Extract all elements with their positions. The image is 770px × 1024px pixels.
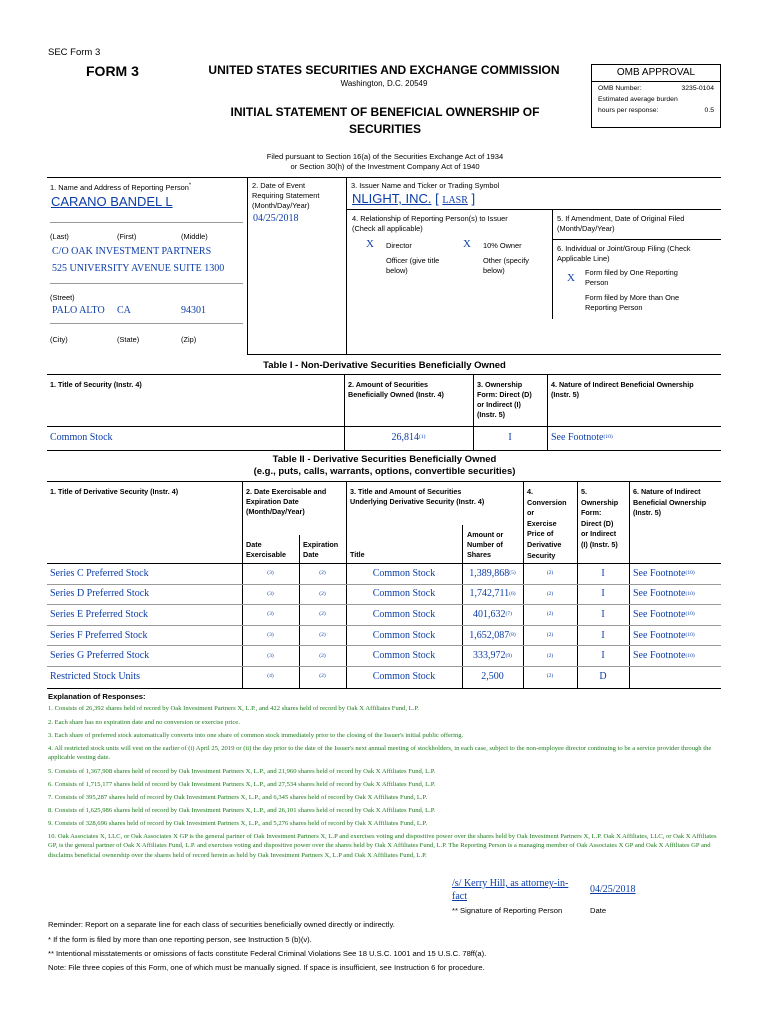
signature-date: 04/25/2018 xyxy=(590,884,636,895)
ten-percent-owner-label: 10% Owner xyxy=(483,241,522,250)
underlying-title: Common Stock xyxy=(372,567,436,579)
state-value: CA xyxy=(117,305,131,316)
conversion-price: (2) xyxy=(546,632,554,639)
city-value: PALO ALTO xyxy=(52,305,105,316)
ownership-form: I xyxy=(601,588,605,600)
other-label: Other (specify below) xyxy=(483,256,530,275)
conversion-price: (2) xyxy=(546,611,554,618)
footnote-10: 10. Oak Associates X, LLC, or Oak Associates X GP is the general partner of Oak Investment Partners X, L.P and exercises voting and dispositive power over the shares held by Oak Investment Partners X, L.P. Oak X Affiliates, LLC, or Oak X Affiliates GP, is the general partner of Oak X Affiliates Fund, L.P. and exercises voting and dispositive power over the shares held by Oak X Affiliates Fund, L.P. The Reporting Person is a managing member of Oak Associates X GP and Oak X Affiliates GP and disclaims beneficial ownership over the shares held of record herein as held by Oak Investment Partners X, L.P and Oak X Affiliates Fund, L.P. xyxy=(48,833,717,859)
t2-title-header: Title xyxy=(350,550,365,559)
nature-of-ownership: See Footnote (10) xyxy=(633,588,695,600)
director-checkmark[interactable]: X xyxy=(366,238,374,250)
t2-expiration-header: Expiration Date xyxy=(303,540,339,559)
footnote-2: 2. Each share has no expiration date and no conversion or exercise price. xyxy=(48,719,240,726)
footnote-5: 5. Consists of 1,367,908 shares held of record by Oak Investment Partners X, L.P., and 21,960 shares held of record by Oak X Affiliates Fund, L.P. xyxy=(48,768,436,775)
derivative-security-title: Series E Preferred Stock xyxy=(50,608,149,620)
explanation-heading: Explanation of Responses: xyxy=(48,692,146,701)
table2-title: Table II - Derivative Securities Beneficially Owned (e.g., puts, calls, warrants, options, convertible securities) xyxy=(253,454,516,477)
expiration-date: (2) xyxy=(319,611,326,618)
footnote-7: 7. Consists of 395,287 shares held of record by Oak Investment Partners X, L.P., and 6,345 shares held of record by Oak X Affiliates Fund, L.P. xyxy=(48,794,428,801)
address-line2: 525 UNIVERSITY AVENUE SUITE 1300 xyxy=(52,263,225,274)
t2-col5-header: 5. Ownership Form: Direct (D) or Indirect (I) (Instr. 5) xyxy=(581,487,619,549)
first-label: (First) xyxy=(117,232,137,241)
omb-burden-label: Estimated average burden xyxy=(598,96,678,103)
derivative-security-title: Series C Preferred Stock xyxy=(50,567,149,579)
underlying-amount: 1,652,087 (8) xyxy=(469,629,516,641)
misstatement-note: ** Intentional misstatements or omissions of facts constitute Federal Criminal Violations See 18 U.S.C. 1001 and 15 U.S.C. 78ff(a). xyxy=(48,949,487,958)
t1-col4-header: 4. Nature of Indirect Beneficial Ownership (Instr. 5) xyxy=(551,380,694,399)
date-exercisable: (4) xyxy=(267,673,274,680)
t1-row-form: I xyxy=(508,431,512,443)
t2-col4-header: 4. Conversion or Exercise Price of Derivative Security xyxy=(527,487,567,560)
expiration-date: (2) xyxy=(319,570,326,577)
nature-of-ownership: See Footnote (10) xyxy=(633,629,695,641)
derivative-security-title: Restricted Stock Units xyxy=(50,670,140,682)
more-than-one-label: Form filed by More than One Reporting Person xyxy=(585,293,680,312)
conversion-price: (2) xyxy=(546,570,554,577)
date-exercisable: (3) xyxy=(267,570,274,577)
table1-title: Table I - Non-Derivative Securities Beneficially Owned xyxy=(263,360,506,371)
officer-label: Officer (give title below) xyxy=(386,256,440,275)
address-line1: C/O OAK INVESTMENT PARTNERS xyxy=(52,246,212,257)
copies-note: Note: File three copies of this Form, one of which must be manually signed. If space is insufficient, see Instruction 6 for procedure. xyxy=(48,963,485,972)
underlying-title: Common Stock xyxy=(372,608,436,620)
box5-label: 5. If Amendment, Date of Original Filed (Month/Day/Year) xyxy=(557,214,685,233)
box6-label: 6. Individual or Joint/Group Filing (Check Applicable Line) xyxy=(557,244,691,263)
derivative-security-title: Series D Preferred Stock xyxy=(50,588,150,600)
nature-of-ownership: See Footnote (10) xyxy=(633,650,695,662)
conversion-price: (2) xyxy=(546,673,554,680)
one-person-checkmark[interactable]: X xyxy=(567,272,575,284)
street-label: (Street) xyxy=(50,293,75,302)
box1-label: 1. Name and Address of Reporting Person* xyxy=(50,182,191,192)
box2-label: 2. Date of Event Requiring Statement (Month/Day/Year) xyxy=(252,181,320,210)
ownership-form: I xyxy=(601,608,605,620)
t2-col2-header: 2. Date Exercisable and Expiration Date (Month/Day/Year) xyxy=(246,487,327,516)
omb-approval-box xyxy=(591,64,721,128)
ticker-link[interactable]: LASR xyxy=(442,195,468,206)
last-label: (Last) xyxy=(50,232,69,241)
ownership-form: I xyxy=(601,567,605,579)
omb-number-label: OMB Number: xyxy=(598,85,642,92)
commission-title: UNITED STATES SECURITIES AND EXCHANGE COMMISSION xyxy=(208,63,560,77)
ownership-form: I xyxy=(601,629,605,641)
date-exercisable: (3) xyxy=(267,652,274,659)
underlying-title: Common Stock xyxy=(372,670,436,682)
filed-pursuant-line2: or Section 30(h) of the Investment Company Act of 1940 xyxy=(290,162,480,171)
t1-col2-header: 2. Amount of Securities Beneficially Owned (Instr. 4) xyxy=(348,380,444,399)
footnote-9: 9. Consists of 328,696 shares held of record by Oak Investment Partners X, L.P., and 5,276 shares held of record by Oak X Affiliates Fund, L.P. xyxy=(48,820,428,827)
footnote-6: 6. Consists of 1,715,177 shares held of record by Oak Investment Partners X, L.P., and 27,534 shares held of record by Oak X Affiliates Fund, L.P. xyxy=(48,781,436,788)
signature-label: ** Signature of Reporting Person xyxy=(452,906,563,915)
underlying-amount: 401,632 (7) xyxy=(473,608,512,620)
footnote-1: 1. Consists of 26,392 shares held of record by Oak Investment Partners X, L.P., and 422 shares held of record by Oak X Affiliates Fund, L.P. xyxy=(48,705,419,712)
footnote-4: 4. All restricted stock units will vest on the earlier of (i) April 25, 2019 or (ii) the day prior to the date of the Issuer's next annual meeting of stockholders, in each case, subject to the non-employee director continuing to be a service provider through the applicable vesting date. xyxy=(48,745,712,762)
form-title: FORM 3 xyxy=(86,63,139,79)
ownership-form: D xyxy=(599,670,607,682)
event-date: 04/25/2018 xyxy=(253,213,299,224)
one-person-label: Form filed by One Reporting Person xyxy=(585,268,678,287)
state-label: (State) xyxy=(117,335,140,344)
box4-label: 4. Relationship of Reporting Person(s) to Issuer (Check all applicable) xyxy=(352,214,508,233)
date-exercisable: (3) xyxy=(267,590,274,597)
omb-number-value: 3235-0104 xyxy=(681,85,714,92)
t1-col1-header: 1. Title of Security (Instr. 4) xyxy=(50,380,142,389)
filed-pursuant-line1: Filed pursuant to Section 16(a) of the Securities Exchange Act of 1934 xyxy=(266,152,504,161)
ownership-form: I xyxy=(601,650,605,662)
ten-percent-owner-checkmark[interactable]: X xyxy=(463,238,471,250)
expiration-date: (2) xyxy=(319,652,326,659)
underlying-title: Common Stock xyxy=(372,629,436,641)
commission-location: Washington, D.C. 20549 xyxy=(340,79,428,88)
multiple-filer-note: * If the form is filed by more than one reporting person, see Instruction 5 (b)(v). xyxy=(48,935,312,944)
conversion-price: (2) xyxy=(546,590,554,597)
nature-of-ownership: See Footnote (10) xyxy=(633,567,695,579)
city-label: (City) xyxy=(50,335,68,344)
underlying-amount: 333,972 (9) xyxy=(473,650,512,662)
underlying-amount: 2,500 xyxy=(481,670,504,682)
derivative-security-title: Series F Preferred Stock xyxy=(50,629,148,641)
issuer-name-line: NLIGHT, INC. [ LASR ] xyxy=(352,191,476,206)
omb-hours-value: 0.5 xyxy=(704,107,714,114)
t2-col6-header: 6. Nature of Indirect Beneficial Ownership (Instr. 5) xyxy=(633,487,707,518)
t1-col3-header: 3. Ownership Form: Direct (D) or Indirect (I) (Instr. 5) xyxy=(477,380,532,419)
underlying-amount: 1,742,711 (6) xyxy=(469,588,516,600)
t1-row-amount: 26,814 (1) xyxy=(391,431,426,443)
middle-label: (Middle) xyxy=(181,232,208,241)
nature-of-ownership: See Footnote (10) xyxy=(633,608,695,620)
date-exercisable: (3) xyxy=(267,611,274,618)
t2-col3-header: 3. Title and Amount of Securities Underlying Derivative Security (Instr. 4) xyxy=(350,487,485,506)
conversion-price: (2) xyxy=(546,652,554,659)
director-label: Director xyxy=(386,241,412,250)
zip-value: 94301 xyxy=(181,305,206,316)
expiration-date: (2) xyxy=(319,632,326,639)
signature-name: /s/ Kerry Hill, as attorney-in-fact xyxy=(452,878,569,902)
issuer-name-link[interactable]: NLIGHT, INC. xyxy=(352,191,432,206)
expiration-date: (2) xyxy=(319,590,326,597)
sec-form-label: SEC Form 3 xyxy=(48,47,101,58)
omb-title: OMB APPROVAL xyxy=(592,65,720,82)
t2-amount-header: Amount or Number of Shares xyxy=(467,530,504,559)
footnote-8: 8. Consists of 1,625,986 shares held of record by Oak Investment Partners X, L.P., and 26,101 shares held of record by Oak X Affiliates Fund, L.P. xyxy=(48,807,436,814)
expiration-date: (2) xyxy=(319,673,326,680)
nature-of-ownership xyxy=(633,667,721,686)
footnote-3: 3. Each share of preferred stock automatically converts into one share of common stock immediately prior to the closing of the Issuer's initial public offering. xyxy=(48,732,464,739)
date-exercisable: (3) xyxy=(267,632,274,639)
t1-row-title: Common Stock xyxy=(50,431,113,443)
zip-label: (Zip) xyxy=(181,335,197,344)
t2-col1-header: 1. Title of Derivative Security (Instr. 4) xyxy=(50,487,179,496)
box3-label: 3. Issuer Name and Ticker or Trading Symbol xyxy=(351,181,500,190)
underlying-title: Common Stock xyxy=(372,588,436,600)
underlying-amount: 1,389,868 (5) xyxy=(469,567,516,579)
reminder-note: Reminder: Report on a separate line for each class of securities beneficially owned directly or indirectly. xyxy=(48,920,395,929)
t2-date-exercisable-header: Date Exercisable xyxy=(246,540,286,559)
reporting-person-name-link[interactable]: CARANO BANDEL L xyxy=(51,194,173,209)
omb-hours-label: hours per response: xyxy=(598,107,659,114)
derivative-security-title: Series G Preferred Stock xyxy=(50,650,150,662)
t1-row-nature: See Footnote (10) xyxy=(551,431,613,443)
date-label: Date xyxy=(590,906,607,915)
statement-title: INITIAL STATEMENT OF BENEFICIAL OWNERSHIP OF SECURITIES xyxy=(230,105,540,136)
underlying-title: Common Stock xyxy=(372,650,436,662)
